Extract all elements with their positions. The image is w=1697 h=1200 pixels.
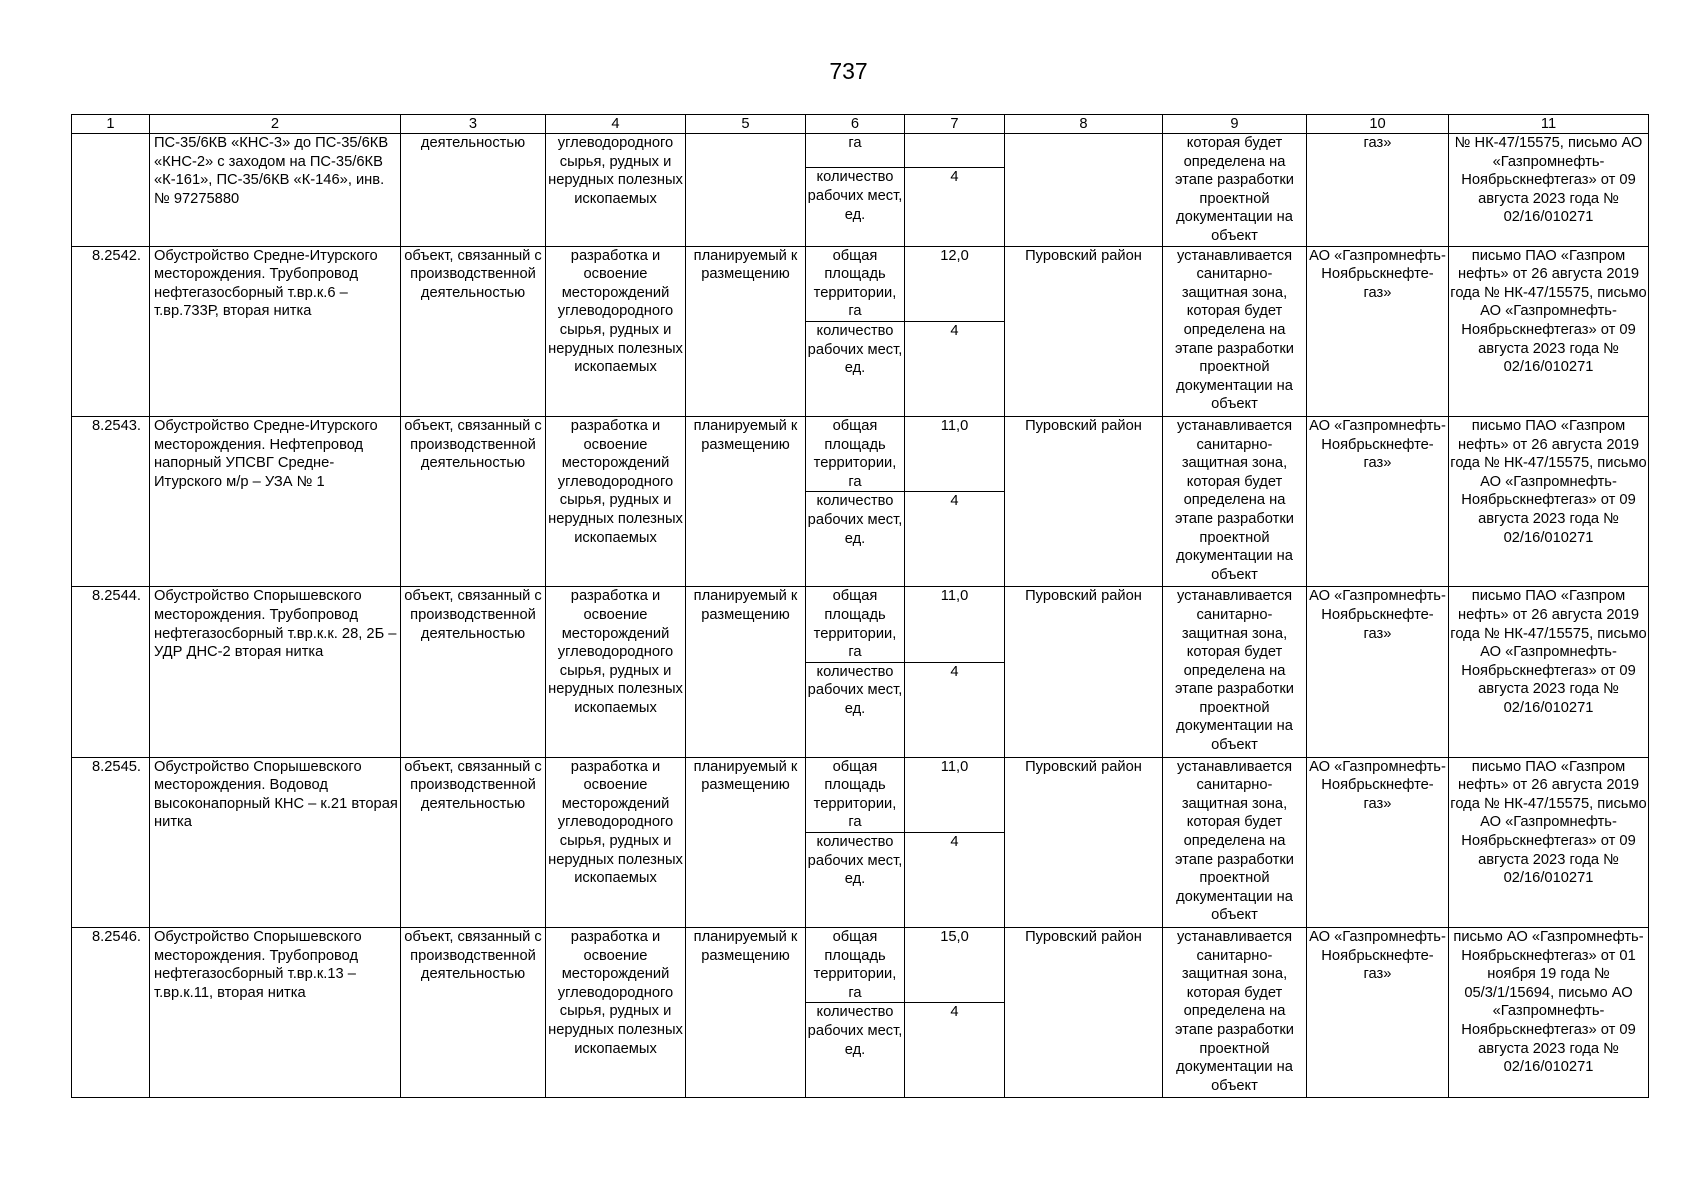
status-cell: планируемый к размещению [686, 246, 806, 416]
object-type-cell: объект, связанный с производственной деятельностью [401, 587, 546, 757]
location-cell: Пуровский район [1005, 587, 1163, 757]
object-name-cell: ПС-35/6КВ «КНС-3» до ПС-35/6КВ «КНС-2» с заходом на ПС-35/6КВ «К-161», ПС-35/6КВ «К-146», инв. № 97275880 [150, 134, 401, 247]
table-row [72, 416, 1649, 491]
source-cell: письмо ПАО «Газпром нефть» от 26 августа 2019 года № НК-47/15575, письмо АО «Газпромнефть-Ноябрьскнефтегаз» от 09 августа 2023 года № 02/16/010271 [1449, 246, 1649, 416]
location-cell: Пуровский район [1005, 416, 1163, 586]
column-number: 7 [905, 115, 1005, 134]
object-name-cell: Обустройство Спорышевского месторождения. Водовод высоконапорный КНС – к.21 вторая нитка [150, 757, 401, 927]
sanitary-zone-cell: устанавливается санитарно-защитная зона, которая будет определена на этапе разработки проектной документации на объект [1163, 587, 1307, 757]
status-cell: планируемый к размещению [686, 416, 806, 586]
purpose-cell: разработка и освоение месторождений углеводородного сырья, рудных и нерудных полезных ископаемых [546, 757, 686, 927]
location-cell: Пуровский район [1005, 246, 1163, 416]
area-value-cell: 15,0 [905, 928, 1005, 1003]
purpose-cell: разработка и освоение месторождений углеводородного сырья, рудных и нерудных полезных ископаемых [546, 928, 686, 1098]
object-type-cell: объект, связанный с производственной деятельностью [401, 246, 546, 416]
area-label-cell: общая площадь территории, га [806, 757, 905, 832]
status-cell [686, 134, 806, 247]
table-row [72, 246, 1649, 321]
column-number-row [72, 115, 1649, 134]
column-number: 4 [546, 115, 686, 134]
table-row [72, 587, 1649, 662]
status-cell: планируемый к размещению [686, 757, 806, 927]
status-cell: планируемый к размещению [686, 587, 806, 757]
workers-label-cell: количество рабочих мест, ед. [806, 833, 905, 928]
owner-cell: АО «Газпромнефть-Ноябрьскнефте-газ» [1307, 587, 1449, 757]
area-value-cell: 11,0 [905, 757, 1005, 832]
source-cell: № НК-47/15575, письмо АО «Газпромнефть-Ноябрьскнефтегаз» от 09 августа 2023 года № 02/16/010271 [1449, 134, 1649, 247]
table-row [72, 757, 1649, 832]
column-number: 3 [401, 115, 546, 134]
area-label-cell: общая площадь территории, га [806, 928, 905, 1003]
workers-value-cell: 4 [905, 833, 1005, 928]
workers-label-cell: количество рабочих мест, ед. [806, 321, 905, 416]
object-type-cell: объект, связанный с производственной деятельностью [401, 757, 546, 927]
continuation-row [72, 134, 1649, 168]
source-cell: письмо ПАО «Газпром нефть» от 26 августа 2019 года № НК-47/15575, письмо АО «Газпромнефть-Ноябрьскнефтегаз» от 09 августа 2023 года № 02/16/010271 [1449, 587, 1649, 757]
object-name-cell: Обустройство Спорышевского месторождения. Трубопровод нефтегазосборный т.вр.к.13 – т.вр.к.11, вторая нитка [150, 928, 401, 1098]
object-type-cell: объект, связанный с производственной деятельностью [401, 928, 546, 1098]
page-number: 737 [829, 58, 868, 84]
workers-value-cell: 4 [905, 168, 1005, 246]
owner-cell: газ» [1307, 134, 1449, 247]
owner-cell: АО «Газпромнефть-Ноябрьскнефте-газ» [1307, 416, 1449, 586]
purpose-cell: разработка и освоение месторождений углеводородного сырья, рудных и нерудных полезных ископаемых [546, 416, 686, 586]
row-number-cell: 8.2543. [72, 416, 150, 586]
table-row [72, 928, 1649, 1003]
column-number: 10 [1307, 115, 1449, 134]
column-number: 9 [1163, 115, 1307, 134]
workers-label-cell: количество рабочих мест, ед. [806, 1003, 905, 1098]
sanitary-zone-cell: устанавливается санитарно-защитная зона, которая будет определена на этапе разработки проектной документации на объект [1163, 416, 1307, 586]
source-cell: письмо ПАО «Газпром нефть» от 26 августа 2019 года № НК-47/15575, письмо АО «Газпромнефть-Ноябрьскнефтегаз» от 09 августа 2023 года № 02/16/010271 [1449, 416, 1649, 586]
object-type-cell: деятельностью [401, 134, 546, 247]
status-cell: планируемый к размещению [686, 928, 806, 1098]
workers-value-cell: 4 [905, 321, 1005, 416]
object-type-cell: объект, связанный с производственной деятельностью [401, 416, 546, 586]
area-label-cell: общая площадь территории, га [806, 587, 905, 662]
row-number-cell [72, 134, 150, 247]
purpose-cell: разработка и освоение месторождений углеводородного сырья, рудных и нерудных полезных ископаемых [546, 246, 686, 416]
column-number: 5 [686, 115, 806, 134]
area-label-cell: га [806, 134, 905, 168]
purpose-cell: разработка и освоение месторождений углеводородного сырья, рудных и нерудных полезных ископаемых [546, 587, 686, 757]
source-cell: письмо ПАО «Газпром нефть» от 26 августа 2019 года № НК-47/15575, письмо АО «Газпромнефть-Ноябрьскнефтегаз» от 09 августа 2023 года № 02/16/010271 [1449, 757, 1649, 927]
row-number-cell: 8.2546. [72, 928, 150, 1098]
registry-table [71, 114, 1649, 1098]
sanitary-zone-cell: устанавливается санитарно-защитная зона, которая будет определена на этапе разработки проектной документации на объект [1163, 246, 1307, 416]
location-cell: Пуровский район [1005, 757, 1163, 927]
location-cell: Пуровский район [1005, 928, 1163, 1098]
row-number-cell: 8.2542. [72, 246, 150, 416]
owner-cell: АО «Газпромнефть-Ноябрьскнефте-газ» [1307, 928, 1449, 1098]
column-number: 6 [806, 115, 905, 134]
workers-value-cell: 4 [905, 492, 1005, 587]
area-value-cell: 11,0 [905, 587, 1005, 662]
workers-label-cell: количество рабочих мест, ед. [806, 168, 905, 246]
workers-label-cell: количество рабочих мест, ед. [806, 662, 905, 757]
object-name-cell: Обустройство Средне-Итурского месторождения. Трубопровод нефтегазосборный т.вр.к.6 – т.вр.733Р, вторая нитка [150, 246, 401, 416]
source-cell: письмо АО «Газпромнефть-Ноябрьскнефтегаз» от 01 ноября 19 года № 05/3/1/15694, письмо АО «Газпромнефть-Ноябрьскнефтегаз» от 09 августа 2023 года № 02/16/010271 [1449, 928, 1649, 1098]
owner-cell: АО «Газпромнефть-Ноябрьскнефте-газ» [1307, 757, 1449, 927]
column-number: 1 [72, 115, 150, 134]
workers-value-cell: 4 [905, 1003, 1005, 1098]
owner-cell: АО «Газпромнефть-Ноябрьскнефте-газ» [1307, 246, 1449, 416]
sanitary-zone-cell: устанавливается санитарно-защитная зона, которая будет определена на этапе разработки проектной документации на объект [1163, 928, 1307, 1098]
column-number: 2 [150, 115, 401, 134]
location-cell [1005, 134, 1163, 247]
object-name-cell: Обустройство Средне-Итурского месторождения. Нефтепровод напорный УПСВГ Средне-Итурского м/р – УЗА № 1 [150, 416, 401, 586]
area-value-cell: 12,0 [905, 246, 1005, 321]
row-number-cell: 8.2545. [72, 757, 150, 927]
row-number-cell: 8.2544. [72, 587, 150, 757]
workers-label-cell: количество рабочих мест, ед. [806, 492, 905, 587]
column-number: 8 [1005, 115, 1163, 134]
purpose-cell: углеводородного сырья, рудных и нерудных полезных ископаемых [546, 134, 686, 247]
column-number: 11 [1449, 115, 1649, 134]
sanitary-zone-cell: которая будет определена на этапе разработки проектной документации на объект [1163, 134, 1307, 247]
workers-value-cell: 4 [905, 662, 1005, 757]
sanitary-zone-cell: устанавливается санитарно-защитная зона, которая будет определена на этапе разработки проектной документации на объект [1163, 757, 1307, 927]
area-label-cell: общая площадь территории, га [806, 416, 905, 491]
area-value-cell [905, 134, 1005, 168]
area-label-cell: общая площадь территории, га [806, 246, 905, 321]
object-name-cell: Обустройство Спорышевского месторождения. Трубопровод нефтегазосборный т.вр.к.к. 28, 2Б – УДР ДНС-2 вторая нитка [150, 587, 401, 757]
area-value-cell: 11,0 [905, 416, 1005, 491]
